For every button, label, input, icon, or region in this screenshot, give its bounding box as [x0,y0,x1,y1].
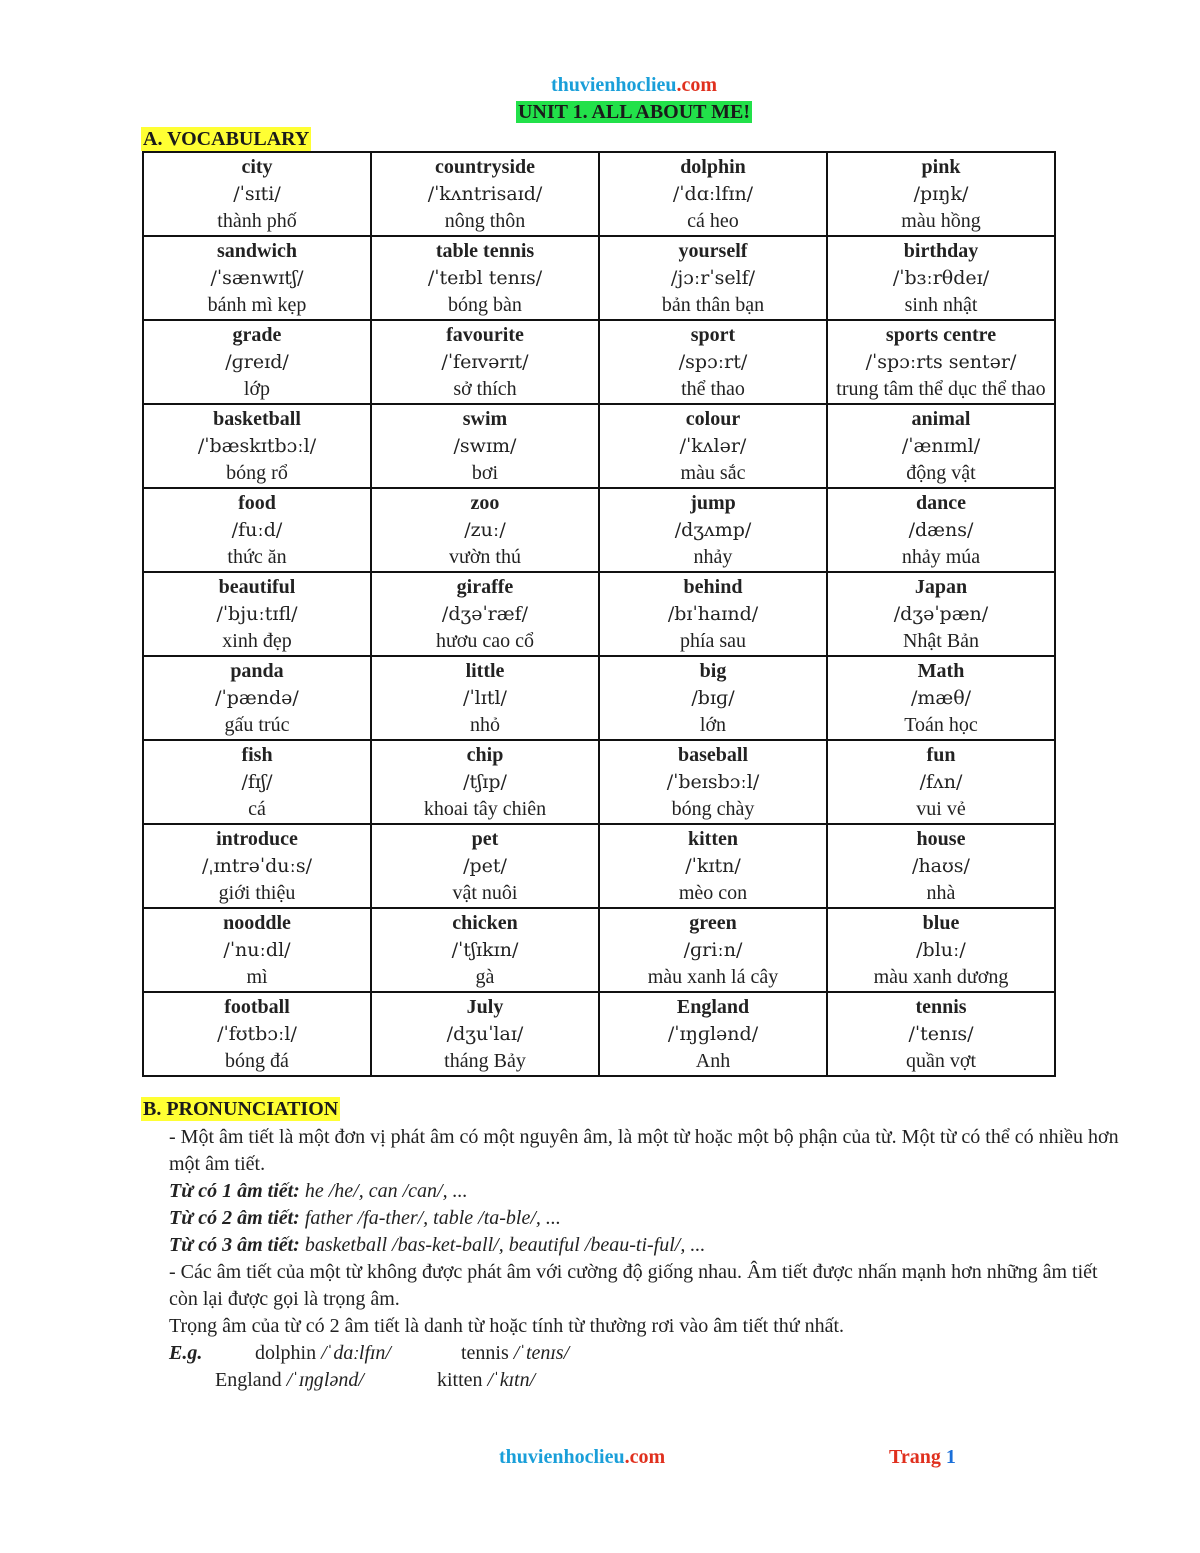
example-ipa: /ˈdɑːlfɪn/ [321,1342,391,1364]
example-row-2 [141,1367,1131,1394]
vocab-word: sport [690,324,736,346]
section-pronunciation-heading: B. PRONUNCIATION [143,1098,339,1120]
vocab-cell [371,404,599,488]
vocab-cell [827,488,1055,572]
vocab-row [143,152,1055,236]
vocab-ipa: /ˈɪŋɡlənd/ [667,1023,759,1045]
vocab-word: little [465,660,505,682]
vocab-ipa: /bɪˈhaɪnd/ [667,603,759,625]
vocab-ipa: /fʌn/ [919,771,963,793]
vocab-cell [827,740,1055,824]
vocab-cell [827,320,1055,404]
vocab-meaning: vui vẻ [916,798,966,820]
vocab-ipa: /ˈsænwɪtʃ/ [210,267,304,289]
vocab-cell [371,572,599,656]
site-brand-header [0,74,1200,97]
vocab-meaning: gà [475,966,495,988]
vocab-word: yourself [678,240,748,262]
unit-title [0,101,1200,124]
vocab-meaning: Toán học [904,714,978,736]
vocab-cell [371,488,599,572]
vocab-ipa: /haʊs/ [912,855,970,877]
vocab-meaning: bóng bàn [448,294,522,316]
vocab-ipa: /ˈkʌlər/ [679,435,747,457]
vocab-ipa: /ˈlɪtl/ [463,687,507,709]
vocab-cell [371,908,599,992]
vocab-cell [371,656,599,740]
vocab-cell [599,320,827,404]
vocab-meaning: màu hồng [901,210,981,232]
vocab-ipa: /pet/ [463,855,507,877]
vocab-ipa: /ˈpændə/ [215,687,299,709]
vocab-word: July [466,996,504,1018]
vocab-cell [827,236,1055,320]
stress-rule: Trọng âm của từ có 2 âm tiết là danh từ hoặc tính từ thường rơi vào âm tiết thứ nhất. [169,1315,845,1337]
vocab-row [143,404,1055,488]
vocab-cell [143,824,371,908]
vocab-ipa: /ˈbeɪsbɔːl/ [666,771,760,793]
vocab-ipa: /pɪŋk/ [913,183,969,205]
vocab-meaning: màu xanh dương [873,966,1009,988]
vocab-ipa: /jɔːrˈself/ [670,267,756,289]
vocab-word: beautiful [218,576,296,598]
vocab-meaning: sinh nhật [904,294,978,316]
vocab-cell [143,152,371,236]
vocab-meaning: bóng chày [671,798,755,820]
vocab-meaning: Nhật Bản [902,630,980,652]
vocab-word: city [241,156,273,178]
page-number-value: 1 [945,1446,956,1468]
vocab-meaning: thành phố [217,210,297,232]
vocab-meaning: mèo con [678,882,748,904]
three-syllable-text: basketball /bas-ket-ball/, beautiful /beau-ti-ful/, ... [299,1234,706,1256]
vocab-row [143,908,1055,992]
vocab-word: football [224,996,290,1018]
vocab-word: England [676,996,750,1018]
three-syllable-label: Từ có 3 âm tiết: [169,1234,300,1256]
vocab-meaning: khoai tây chiên [423,798,547,820]
vocab-word: introduce [216,828,298,850]
vocab-word: fish [241,744,273,766]
vocab-cell [143,236,371,320]
vocab-cell [827,656,1055,740]
example-dolphin [255,1340,461,1367]
unit-title-text: UNIT 1. ALL ABOUT ME! [517,101,751,123]
vocab-cell [599,992,827,1076]
vocab-meaning: nhà [926,882,956,904]
three-syllable-example [141,1232,1131,1259]
vocab-meaning: bánh mì kẹp [207,294,307,316]
vocab-cell [827,404,1055,488]
vocab-cell [599,152,827,236]
vocab-meaning: nông thôn [444,210,526,232]
vocab-cell [827,572,1055,656]
vocab-cell [599,572,827,656]
eg-label: E.g. [169,1342,203,1364]
vocab-word: giraffe [456,576,514,598]
vocab-meaning: hươu cao cổ [435,630,535,652]
vocab-word: swim [462,408,508,430]
example-row-1 [141,1340,1131,1367]
vocab-word: birthday [903,240,979,262]
example-tennis [461,1340,569,1367]
site-brand-footer [499,1446,665,1469]
vocab-word: dance [916,492,966,514]
vocab-ipa: /swɪm/ [453,435,517,457]
vocab-meaning: thức ăn [227,546,287,568]
vocab-cell [599,488,827,572]
vocab-ipa: /ˈtenɪs/ [908,1023,974,1045]
brand-tld: .com [676,74,718,96]
vocab-cell [371,740,599,824]
vocab-row [143,740,1055,824]
pronunciation-section [141,1124,1131,1394]
vocab-word: favourite [446,324,524,346]
vocab-meaning: tháng Bảy [444,1050,526,1072]
syllable-definition: - Một âm tiết là một đơn vị phát âm có một nguyên âm, là một từ hoặc một bộ phận của từ. Một từ có thể có nhiều hơn một âm tiết. [169,1126,1119,1175]
vocab-word: panda [230,660,284,682]
vocab-word: basketball [213,408,301,430]
vocab-ipa: /zuː/ [464,519,506,541]
vocab-word: sandwich [216,240,298,262]
page-label: Trang [889,1446,941,1468]
vocab-word: grade [232,324,282,346]
vocab-ipa: /dʒʌmp/ [674,519,752,541]
vocab-ipa: /ˈfʊtbɔːl/ [217,1023,297,1045]
example-ipa: /ˈkɪtn/ [487,1369,536,1391]
vocab-meaning: động vật [906,462,976,484]
vocab-ipa: /ˈbjuːtɪfl/ [216,603,298,625]
vocab-row [143,824,1055,908]
vocab-meaning: gấu trúc [224,714,290,736]
vocab-row [143,488,1055,572]
vocab-ipa: /fuːd/ [231,519,283,541]
vocabulary-table [142,151,1056,1077]
vocab-cell [827,908,1055,992]
vocab-row [143,656,1055,740]
vocab-cell [599,824,827,908]
section-vocabulary-heading: A. VOCABULARY [143,128,310,150]
example-ipa: /ˈtenɪs/ [513,1342,570,1364]
page-number [889,1446,956,1469]
vocab-ipa: /ˈkʌntrisaɪd/ [427,183,543,205]
vocab-meaning: quần vợt [905,1050,976,1072]
vocab-word: chip [466,744,504,766]
example-england [215,1367,437,1394]
vocab-ipa: /ˈbæskɪtbɔːl/ [197,435,317,457]
vocab-ipa: /ˈspɔːrts sentər/ [865,351,1017,373]
vocab-ipa: /ˈkɪtn/ [685,855,741,877]
vocab-ipa: /bɪɡ/ [691,687,735,709]
vocab-cell [599,908,827,992]
vocab-ipa: /spɔːrt/ [678,351,748,373]
vocab-ipa: /ˈfeɪvərɪt/ [441,351,529,373]
vocab-word: dolphin [680,156,746,178]
stress-definition: - Các âm tiết của một từ không được phát âm với cường độ giống nhau. Âm tiết được nhấn mạnh hơn những âm tiết còn lại được gọi là trọng âm. [169,1261,1098,1310]
brand-tld: .com [624,1446,666,1468]
vocab-ipa: /ˌɪntrəˈduːs/ [201,855,313,877]
vocab-ipa: /ˈsɪti/ [233,183,281,205]
example-word: England [215,1369,282,1391]
vocab-row [143,320,1055,404]
two-syllable-label: Từ có 2 âm tiết: [169,1207,300,1229]
vocab-ipa: /dʒəˈpæn/ [893,603,989,625]
vocab-meaning: thể thao [681,378,745,400]
vocab-word: sports centre [885,324,997,346]
vocab-cell [599,656,827,740]
vocab-meaning: cá heo [687,210,739,232]
vocab-ipa: /ɡreɪd/ [225,351,289,373]
vocab-word: nooddle [223,912,291,934]
vocab-meaning: vật nuôi [452,882,518,904]
vocab-word: countryside [435,156,535,178]
vocab-meaning: bơi [471,462,499,484]
two-syllable-text: father /fa-ther/, table /ta-ble/, ... [299,1207,561,1229]
vocab-meaning: vườn thú [449,546,521,568]
vocab-word: Japan [914,576,968,598]
vocab-cell [371,992,599,1076]
vocab-word: pet [471,828,499,850]
vocab-meaning: lớn [699,714,727,736]
one-syllable-text: he /he/, can /can/, ... [299,1180,468,1202]
vocab-meaning: xinh đẹp [222,630,292,652]
vocab-cell [143,572,371,656]
vocab-ipa: /bluː/ [916,939,966,961]
vocab-meaning: Anh [695,1050,731,1072]
vocab-ipa: /ˈbɜːrθdeɪ/ [892,267,990,289]
two-syllable-example [141,1205,1131,1232]
vocab-word: kitten [688,828,738,850]
vocab-cell [143,656,371,740]
vocab-meaning: phía sau [679,630,747,652]
vocab-meaning: trung tâm thể dục thể thao [836,378,1046,400]
vocab-cell [143,320,371,404]
vocab-cell [599,404,827,488]
vocab-ipa: /ˈænɪml/ [901,435,981,457]
vocab-cell [371,320,599,404]
vocab-ipa: /ˈdɑːlfɪn/ [672,183,754,205]
vocabulary-table-body [143,152,1055,1076]
vocab-meaning: bóng đá [225,1050,289,1072]
vocab-word: tennis [915,996,967,1018]
one-syllable-example [141,1178,1131,1205]
one-syllable-label: Từ có 1 âm tiết: [169,1180,300,1202]
vocab-ipa: /ˈnuːdl/ [223,939,291,961]
brand-name: thuvienhoclieu [550,74,677,96]
vocab-word: table tennis [435,240,535,262]
vocab-ipa: /dʒuˈlaɪ/ [446,1023,524,1045]
vocab-word: big [699,660,727,682]
vocab-meaning: lớp [243,378,271,400]
example-word: tennis [461,1342,509,1364]
vocab-meaning: nhỏ [470,714,500,736]
vocab-meaning: cá [248,798,266,820]
example-ipa: /ˈɪŋɡlənd/ [286,1369,364,1391]
vocab-cell [599,740,827,824]
example-word: dolphin [255,1342,317,1364]
vocab-meaning: sở thích [453,378,517,400]
vocab-ipa: /dæns/ [908,519,974,541]
vocab-ipa: /ˈteɪbl tenɪs/ [427,267,543,289]
vocab-word: green [689,912,737,934]
vocab-meaning: giới thiệu [218,882,296,904]
vocab-word: baseball [677,744,749,766]
example-word: kitten [437,1369,483,1391]
vocab-meaning: bóng rổ [226,462,288,484]
brand-name: thuvienhoclieu [499,1446,625,1468]
vocab-meaning: màu xanh lá cây [647,966,779,988]
vocab-word: behind [683,576,743,598]
vocab-cell [143,404,371,488]
vocab-row [143,572,1055,656]
vocab-word: fun [926,744,956,766]
vocab-word: animal [911,408,971,430]
vocab-meaning: bản thân bạn [661,294,765,316]
vocab-word: Math [917,660,965,682]
vocab-meaning: nhảy [693,546,733,568]
vocab-meaning: màu sắc [680,462,746,484]
vocab-cell [143,992,371,1076]
vocab-word: house [916,828,966,850]
vocab-cell [371,152,599,236]
vocab-cell [143,488,371,572]
vocab-cell [827,824,1055,908]
vocab-word: food [238,492,276,514]
vocab-ipa: /ɡriːn/ [683,939,743,961]
vocab-cell [143,908,371,992]
vocab-word: colour [685,408,741,430]
vocab-cell [371,236,599,320]
vocab-word: jump [690,492,736,514]
vocab-word: pink [921,156,961,178]
vocab-ipa: /dʒəˈræf/ [441,603,529,625]
vocab-cell [599,236,827,320]
example-kitten [437,1367,535,1394]
vocab-ipa: /fɪʃ/ [241,771,273,793]
vocab-meaning: mì [246,966,268,988]
vocab-cell [371,824,599,908]
vocab-meaning: nhảy múa [901,546,981,568]
vocab-word: blue [922,912,960,934]
vocab-row [143,236,1055,320]
vocab-cell [143,740,371,824]
vocab-word: zoo [470,492,500,514]
vocab-row [143,992,1055,1076]
vocab-cell [827,152,1055,236]
vocab-ipa: /mæθ/ [910,687,972,709]
vocab-word: chicken [452,912,518,934]
vocab-ipa: /tʃɪp/ [463,771,507,793]
vocab-cell [827,992,1055,1076]
vocab-ipa: /ˈtʃɪkɪn/ [451,939,519,961]
